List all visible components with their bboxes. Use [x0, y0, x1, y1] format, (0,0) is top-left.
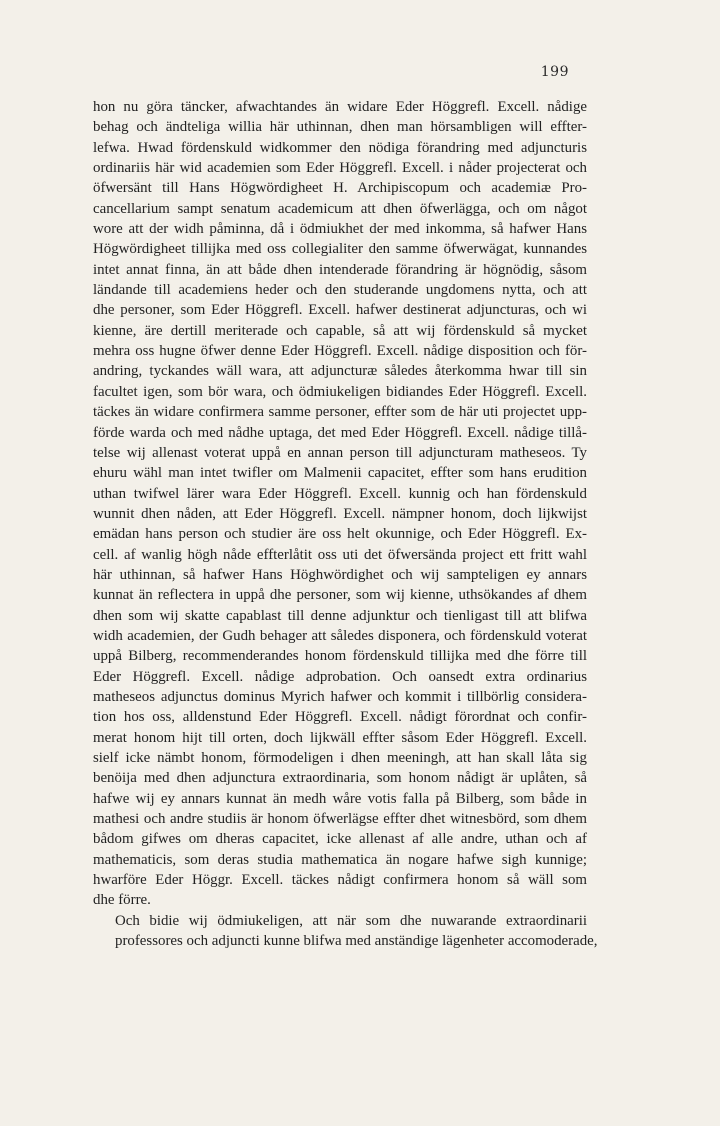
- text-line: här uthinnan, så hafwer Hans Höghwördighet och wij sampteligen ey annars: [93, 566, 587, 583]
- body-text: [93, 97, 598, 951]
- text-line: andring, tyckandes wäll wara, att adjuncturæ således återkomma hwar till sin: [93, 363, 587, 380]
- text-line: hwarföre Eder Höggr. Excell. täckes nådigt confirmera honom så wäll som: [93, 872, 587, 889]
- text-line: widh academien, der Gudh behager att således disponera, och fördenskuld voterat: [93, 627, 587, 644]
- text-line: förde warda och med nådhe uptaga, det med Eder Höggrefl. Excell. nådige tillå-: [93, 424, 587, 441]
- text-line: matheseos adjunctus dominus Myrich hafwer och kommit i tillbörlig considera-: [93, 688, 587, 705]
- text-line: kienne, äre dertill meriterade och capable, så att wij fördenskuld så mycket: [93, 322, 587, 339]
- text-line: telse wij allenast voterat uppå en annan person till adjuncturam matheseos. Ty: [93, 444, 587, 461]
- text-line: mathematicis, som deras studia mathematica än nogare hafwe sigh kunnige;: [93, 851, 587, 868]
- paragraph: [93, 97, 587, 911]
- text-line: intet annat finna, än att både dhen intenderade förandring är högnödig, såsom: [93, 261, 587, 278]
- text-line: Och bidie wij ödmiukeligen, att när som dhe nuwarande extraordinarii: [115, 912, 587, 929]
- text-line: dhe förre.: [93, 892, 151, 909]
- text-line: bådom gifwes om dheras capacitet, icke allenast af alle andre, uthan och af: [93, 831, 587, 848]
- text-line: wore att der widh påminna, då i ödmiukhet der med inkomma, så hafwer Hans: [93, 221, 587, 238]
- text-line: cell. af wanlig högh nåde effterlåtit oss uti det öfwersända project ett fritt wahl: [93, 546, 587, 563]
- text-line: uthan twifwel lärer wara Eder Höggrefl. Excell. kunnig och han fördenskuld: [93, 485, 587, 502]
- text-line: lefwa. Hwad fördenskuld widkommer den nödiga förandring med adjuncturis: [93, 139, 587, 156]
- text-line: Högwördigheet tillijka med oss collegialiter den samme öfwerwägat, kunnandes: [93, 241, 587, 258]
- text-line: hafwe wij ey annars kunnat än medh wåre votis falla på Bilberg, som både in: [93, 790, 587, 807]
- text-line: facultet igen, som bör wara, och ödmiukeligen bidiandes Eder Höggrefl. Excell.: [93, 383, 587, 400]
- text-line: ordinariis här wid academien som Eder Höggrefl. Excell. i nåder projecterat och: [93, 160, 587, 177]
- text-line: emädan hans person och studier äre oss helt okunnige, och Eder Höggrefl. Ex-: [93, 526, 587, 543]
- text-line: benöija med dhen adjunctura extraordinaria, som honom nådigt är uplåten, så: [93, 770, 587, 787]
- text-line: cancellarium sampt senatum academicum att dhen öfwerlägga, och om något: [93, 200, 587, 217]
- text-line: öfwersänt till Hans Högwördigheet H. Archipiscopum och academiæ Pro-: [93, 180, 587, 197]
- text-line: ländande till academiens heder och den studerande ungdomens nytta, och att: [93, 282, 587, 299]
- page-number: 199: [540, 64, 569, 80]
- text-line: wunnit dhen nåden, att Eder Höggrefl. Excell. nämpner honom, doch lijkwijst: [93, 505, 587, 522]
- text-line: mathesi och andre studiis är honom öfwerlägse effter dhet witnesbörd, som dhem: [93, 811, 587, 828]
- text-line: ehuru wähl man intet twifler om Malmenii capacitet, effter som hans erudition: [93, 465, 587, 482]
- text-line: täckes än widare confirmera samme personer, effter som de här uti projectet upp-: [93, 404, 587, 421]
- text-line: dhen som wij skatte capablast till denne adjunktur och tienligast till att blifwa: [93, 607, 587, 624]
- text-line: mehra oss hugne öfwer denne Eder Höggrefl. Excell. nådige disposition och för-: [93, 343, 587, 360]
- text-line: Eder Höggrefl. Excell. nådige adprobation. Och oansedt extra ordinarius: [93, 668, 587, 685]
- text-line: merat honom hijt till orten, doch lijkwäll effter såsom Eder Höggrefl. Excell.: [93, 729, 587, 746]
- text-line: kunnat än reflectera in uppå dhe personer, som wij kienne, uthsökandes af dhem: [93, 587, 587, 604]
- text-line: dhe personer, som Eder Höggrefl. Excell. hafwer destinerat adjuncturas, och wi: [93, 302, 587, 319]
- text-line: sielf icke nämbt honom, förmodeligen i dhen meeningh, att han skall låta sig: [93, 750, 587, 766]
- text-line: hon nu göra täncker, afwachtandes än widare Eder Höggrefl. Excell. nådige: [93, 99, 587, 115]
- text-line: uppå Bilberg, recommenderandes honom fördenskuld tillijka med dhe förre till: [93, 648, 587, 665]
- text-line: professores och adjuncti kunne blifwa med anständige lägenheter accomoderade,: [115, 933, 598, 950]
- text-line: behag och ändteliga willia här uthinnan, dhen man hörsambligen will effter-: [93, 119, 587, 136]
- paragraph: [93, 911, 598, 952]
- text-line: tion hos oss, alldenstund Eder Höggrefl. Excell. nådigt förordnat och confir-: [93, 709, 587, 726]
